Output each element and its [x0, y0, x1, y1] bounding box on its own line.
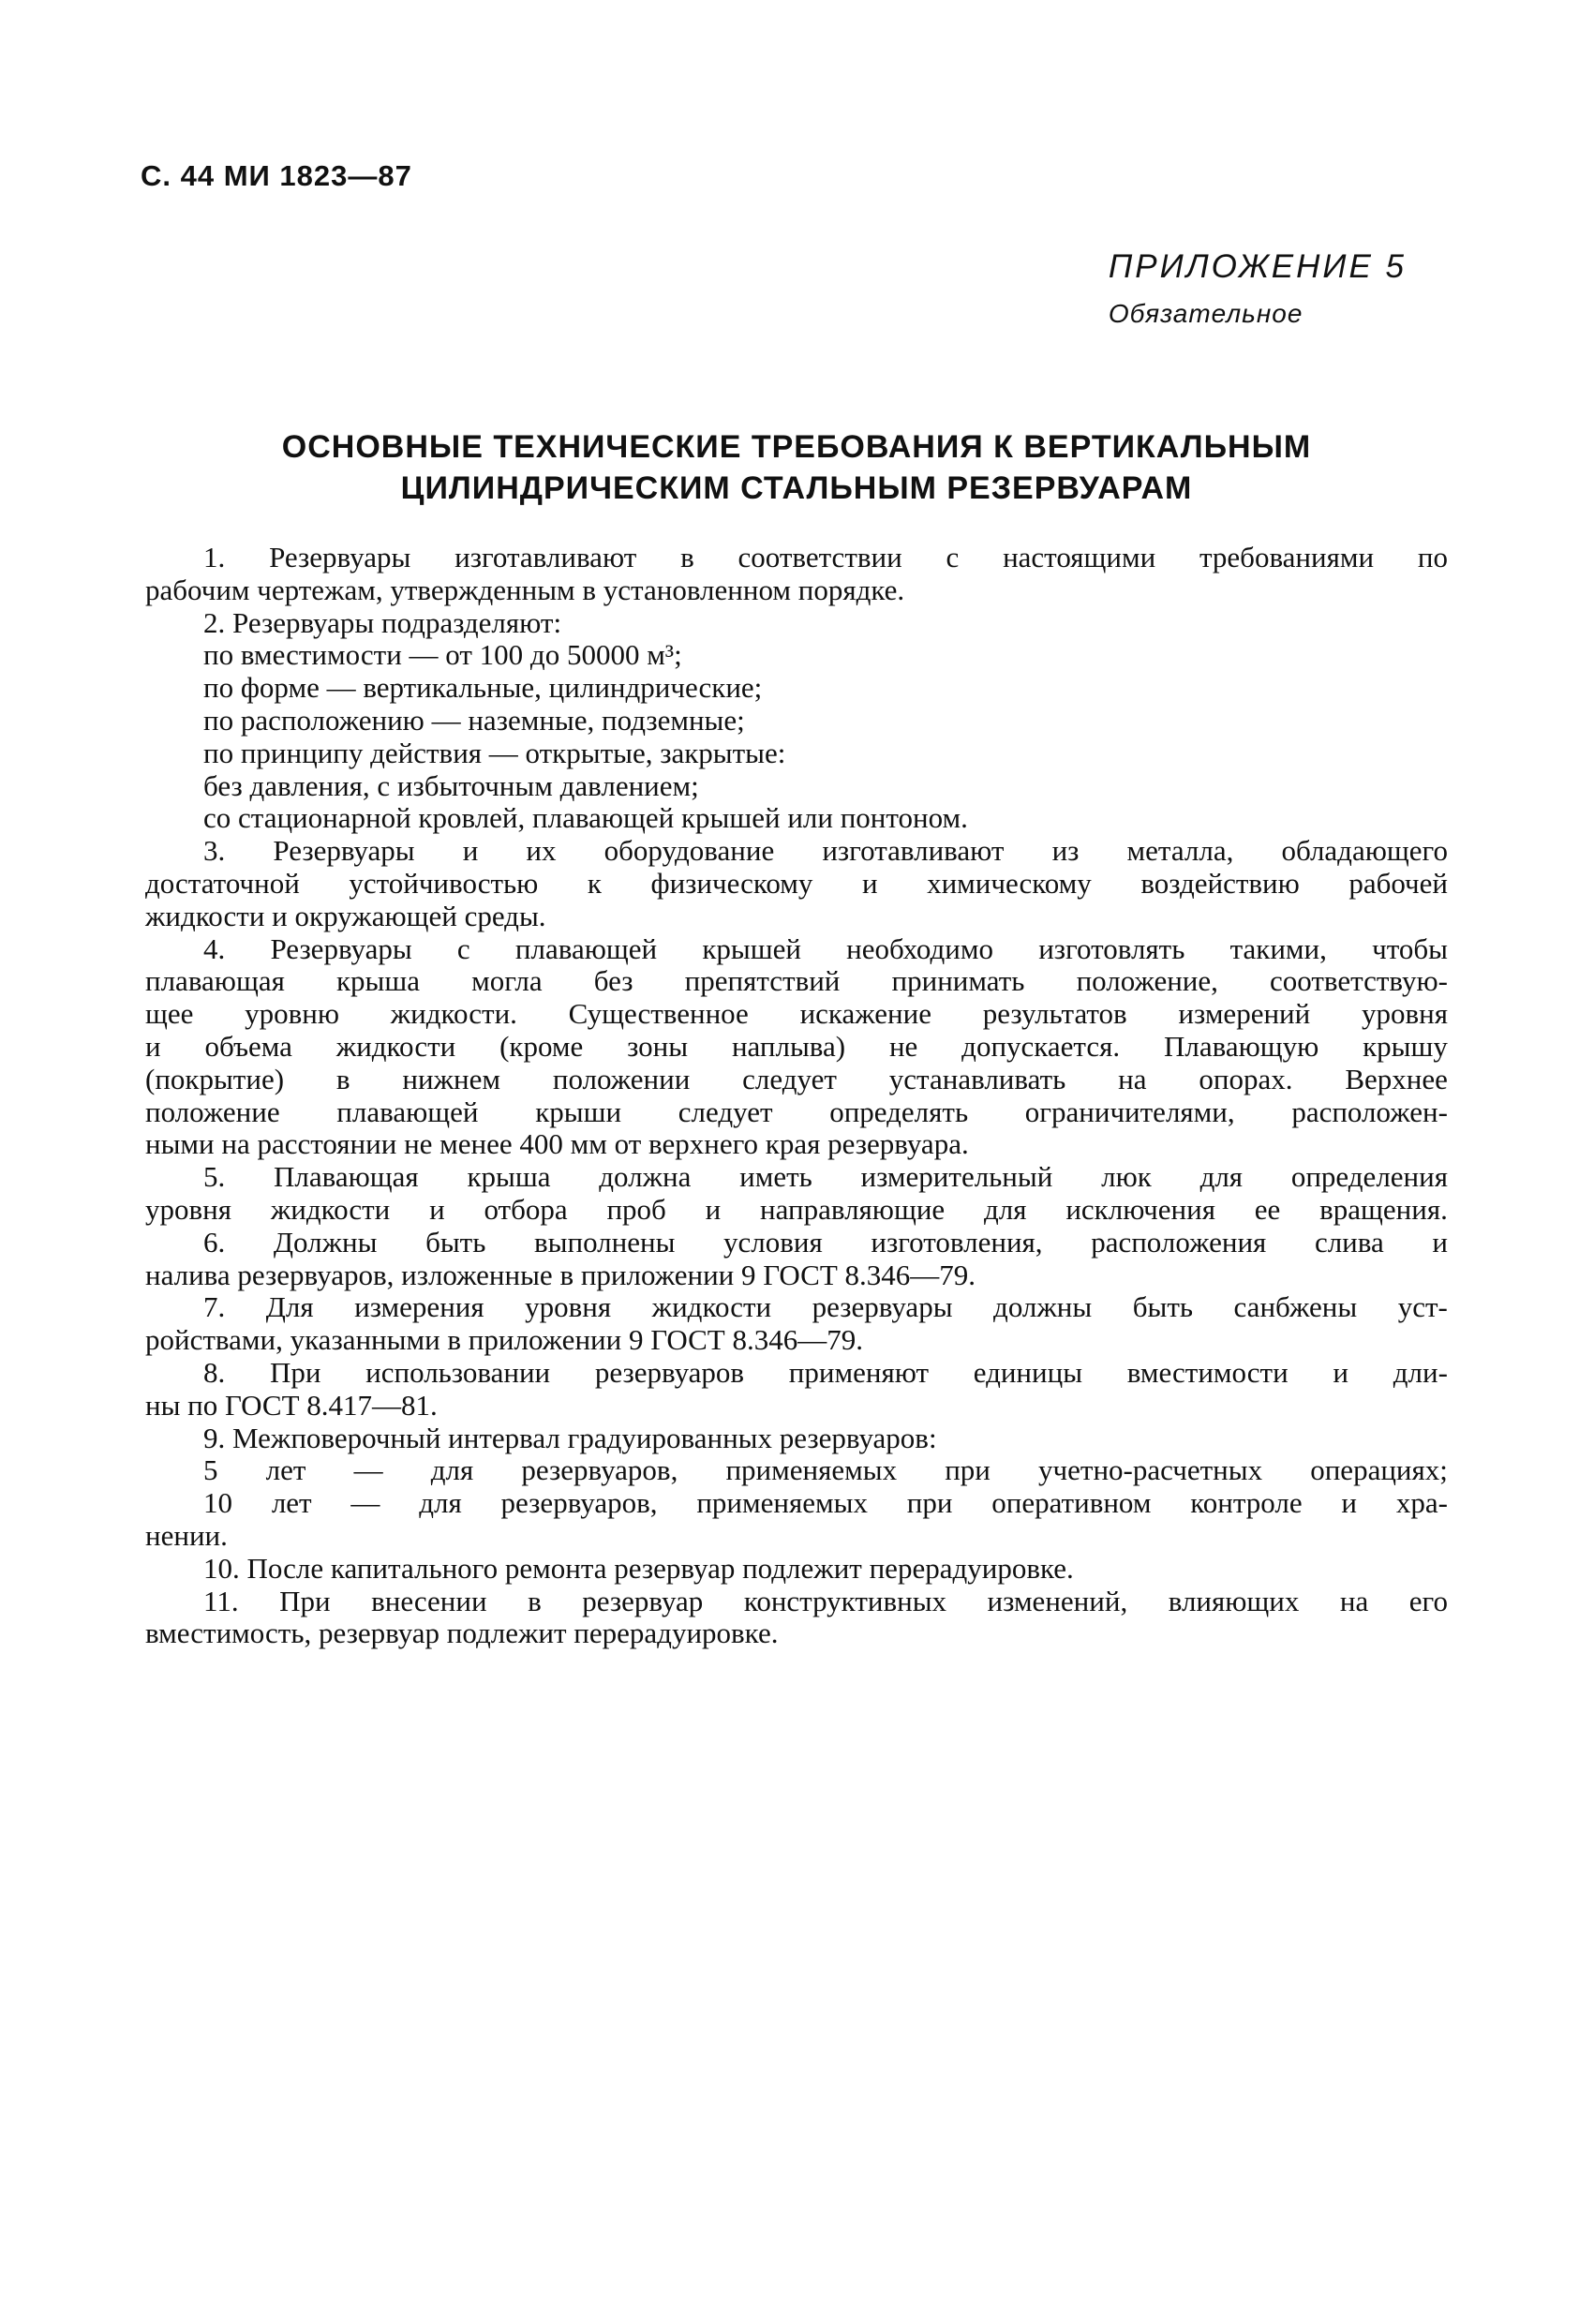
text-line: 8. При использовании резервуаров применяют единицы вместимости и дли- — [203, 1355, 1448, 1389]
appendix-title: ПРИЛОЖЕНИЕ 5 — [1108, 248, 1407, 285]
appendix-block — [1109, 248, 1407, 329]
text-line: рабочим чертежам, утвержденным в установленном порядке. — [145, 573, 905, 606]
text-line: 4. Резервуары с плавающей крышей необходимо изготовлять такими, чтобы — [203, 931, 1448, 965]
text-line: по принципу действия — открытые, закрытые: — [203, 736, 786, 769]
text-line: положение плавающей крыши следует определять ограничителями, расположен- — [145, 1095, 1448, 1128]
text-line: нении. — [145, 1518, 228, 1552]
text-line: налива резервуаров, изложенные в приложении 9 ГОСТ 8.346—79. — [145, 1258, 976, 1291]
document-body — [145, 542, 1448, 1650]
text-line: 6. Должны быть выполнены условия изготовления, расположения слива и — [203, 1225, 1448, 1259]
document-title — [141, 426, 1452, 509]
text-line: без давления, с избыточным давлением; — [203, 768, 699, 802]
text-line: по вместимости — от 100 до 50000 м³; — [203, 638, 682, 672]
page-header: С. 44 МИ 1823—87 — [141, 159, 412, 192]
text-line: по расположению — наземные, подземные; — [203, 703, 745, 737]
appendix-status: Обязательное — [1108, 299, 1304, 328]
text-line: 9. Межповерочный интервал градуированных резервуаров: — [203, 1421, 937, 1454]
text-line: 2. Резервуары подразделяют: — [203, 605, 562, 639]
text-line: 10 лет — для резервуаров, применяемых при оперативном контроле и хра- — [203, 1486, 1448, 1520]
text-line: со стационарной кровлей, плавающей крышей или понтоном. — [203, 801, 968, 835]
text-line: ны по ГОСТ 8.417—81. — [145, 1388, 438, 1422]
text-line: ными на расстоянии не менее 400 мм от верхнего края резервуара. — [145, 1127, 969, 1161]
text-line: достаточной устойчивостью к физическому и химическому воздействию рабочей — [145, 866, 1448, 900]
document-title-line-2: ЦИЛИНДРИЧЕСКИМ СТАЛЬНЫМ РЕЗЕРВУАРАМ — [400, 470, 1193, 506]
text-line: плавающая крыша могла без препятствий принимать положение, соответствую- — [145, 964, 1448, 998]
text-line: жидкости и окружающей среды. — [145, 899, 546, 932]
text-line: 3. Резервуары и их оборудование изготавливают из металла, обладающего — [203, 834, 1448, 868]
text-line: 5. Плавающая крыша должна иметь измерительный люк для определения — [203, 1160, 1448, 1194]
text-line: 11. При внесении в резервуар конструктивных изменений, влияющих на его — [203, 1584, 1448, 1617]
text-line: и объема жидкости (кроме зоны наплыва) не допускается. Плавающую крышу — [145, 1029, 1448, 1063]
text-line: по форме — вертикальные, цилиндрические; — [203, 671, 763, 705]
text-line: 5 лет — для резервуаров, применяемых при учетно-расчетных операциях; — [203, 1453, 1448, 1487]
document-title-line-1: ОСНОВНЫЕ ТЕХНИЧЕСКИЕ ТРЕБОВАНИЯ К ВЕРТИКАЛЬНЫМ — [281, 429, 1312, 465]
text-line: щее уровню жидкости. Существенное искажение результатов измерений уровня — [145, 997, 1448, 1031]
text-line: 1. Резервуары изготавливают в соответствии с настоящими требованиями по — [203, 541, 1448, 574]
text-line: 7. Для измерения уровня жидкости резервуары должны быть санбжены уст- — [203, 1290, 1448, 1324]
text-line: 10. После капитального ремонта резервуар подлежит перерадуировке. — [203, 1551, 1074, 1585]
text-line: уровня жидкости и отбора проб и направляющие для исключения ее вращения. — [145, 1192, 1448, 1226]
text-line: ройствами, указанными в приложении 9 ГОСТ 8.346—79. — [145, 1323, 863, 1357]
text-line: (покрытие) в нижнем положении следует устанавливать на опорах. Верхнее — [145, 1062, 1448, 1095]
text-line: вместимость, резервуар подлежит перерадуировке. — [145, 1616, 779, 1650]
